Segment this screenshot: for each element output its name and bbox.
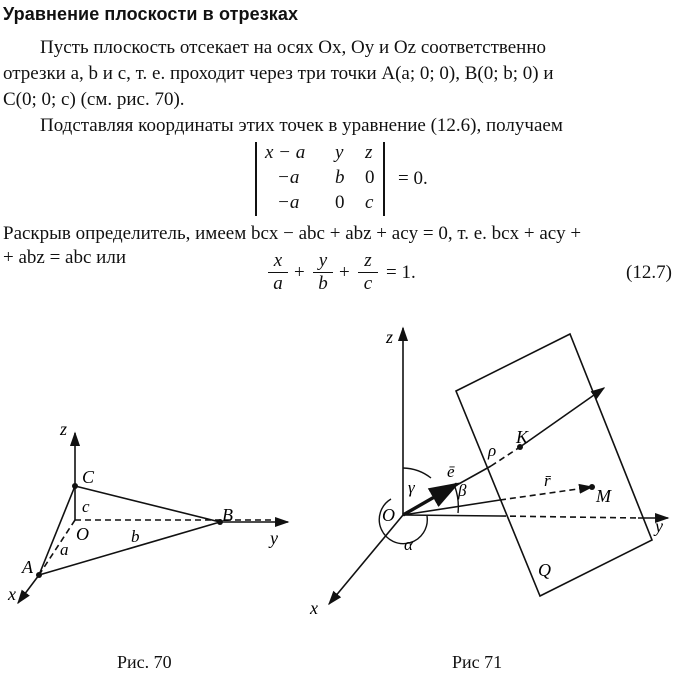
fig71-x-axis [329,515,403,604]
fig71-label-alpha: α [404,535,413,554]
fig70-label-B: B [222,505,233,525]
fig71-label-y: y [655,516,663,536]
fig70-edge-CB [75,486,220,522]
figure-71 [309,327,668,618]
fig70-point-C [72,483,78,489]
fraction2-numerator: y [318,250,328,271]
fig71-label-M: M [596,486,611,506]
paragraph2-text: Подставляя координаты этих точек в уравнение (12.6), получаем [40,115,563,136]
paragraph1-line2: отрезки a, b и c, т. е. проходит через три точки A(a; 0; 0), B(0; b; 0) и [3,63,554,84]
fig71-label-Q: Q [538,560,551,580]
det-r1c3: z [365,142,373,163]
paragraph3-line2: + abz = abc или [3,247,126,268]
fig71-label-K: K [516,427,529,447]
det-r3c2: 0 [335,192,345,213]
fig71-label-x: x [310,598,318,618]
fig71-normal-end [520,388,604,447]
fig70-label-b: b [131,527,140,546]
plus-sign-1: + [294,262,305,283]
fig70-point-A [36,572,42,578]
det-r3c3: c [365,192,374,213]
fig71-label-z: z [386,327,394,347]
fig71-plane-Q [456,334,652,596]
fig71-label-e: ē [447,462,455,481]
fig70-x-axis [18,575,39,603]
fig70-label-z: z [60,419,68,439]
fig71-label-O: O [382,505,395,525]
fig71-caption: Рис 71 [452,652,503,672]
fig71-label-beta: β [458,481,467,500]
fig71-label-rho: ρ [488,441,497,460]
fig71-y-axis-front [403,515,500,516]
fig70-label-c: c [82,497,90,516]
fig70-label-y: y [270,528,278,548]
fig70-label-O: O [76,524,89,544]
equation-number: (12.7) [626,262,672,283]
paragraph3-line1: Раскрыв определитель, имеем bcx − abc + abz + acy = 0, т. е. bcx + acy + [3,223,582,244]
det-r1c1: x − a [265,142,306,163]
fraction1-denominator: a [268,272,288,295]
fig70-label-A: A [22,557,33,577]
det-r2c1: −a [277,167,300,188]
det-r1c2: y [335,142,344,163]
det-r2c3: 0 [365,167,375,188]
fig70-label-a: a [60,540,69,559]
paragraph1-line1: Пусть плоскость отсекает на осях Ox, Oy и Oz соответственно [40,37,547,58]
equation-rhs: = 1. [386,262,416,283]
fig71-label-gamma: γ [408,478,415,497]
fig71-point-M [589,484,595,490]
fig70-caption: Рис. 70 [117,652,172,672]
paragraph1-line3: C(0; 0; c) (см. рис. 70). [3,89,185,110]
figure-70 [7,419,288,604]
fraction1-numerator: x [273,250,283,271]
det-r2c2: b [335,167,345,188]
fraction3-numerator: z [364,250,372,271]
fig70-edge-AC [39,486,75,575]
fig71-label-r: r̄ [544,471,551,490]
determinant-equals: = 0. [398,168,428,189]
plus-sign-2: + [339,262,350,283]
section-heading: Уравнение плоскости в отрезках [3,4,299,24]
fig71-y-axis-hidden [500,516,638,518]
fig70-label-C: C [82,467,95,487]
fig70-label-x: x [8,584,16,604]
det-r3c1: −a [277,192,300,213]
fraction2-denominator: b [313,272,333,295]
fraction3-denominator: c [358,272,378,295]
fig71-arc-gamma [403,468,431,478]
